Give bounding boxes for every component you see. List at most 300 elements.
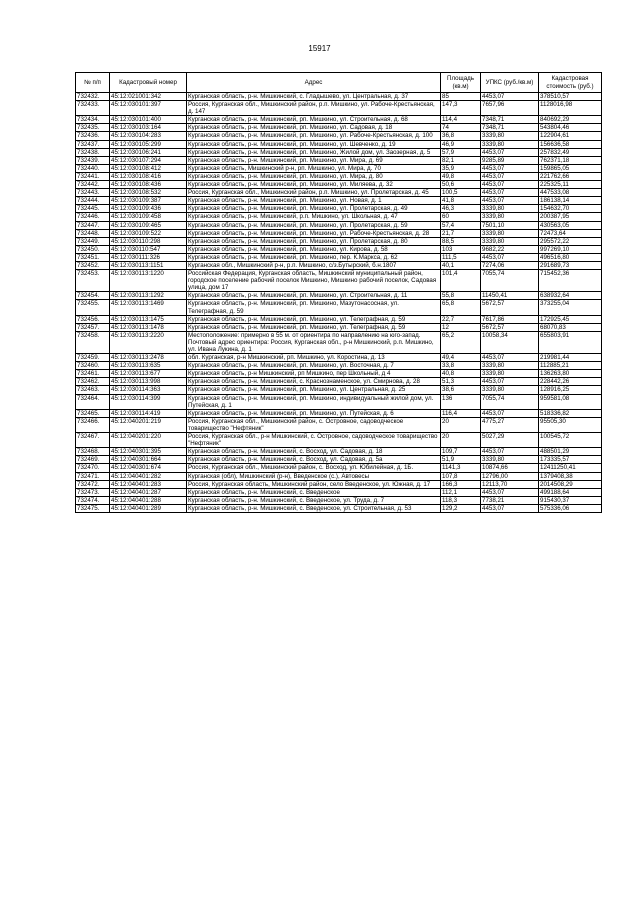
cell-address: Курганская область, р-н. Мишкинский, рп. Мишкино, ул. Шевченко, д. 19 <box>187 140 441 148</box>
cell-cadastral-value: 543804,46 <box>539 124 602 132</box>
table-row <box>76 253 602 261</box>
cell-upks: 7738,21 <box>481 496 539 504</box>
cell-address: Российская Федерация, Курганская область, Мишкинский муниципальный район, городское поселение рабочий поселок Мишкино, Мишкино рабочий поселок, Садовая улица, дом 17 <box>187 270 441 292</box>
cell-area: 129,2 <box>441 504 481 512</box>
cell-cadastral-number: 45:12:030113:2220 <box>110 331 187 353</box>
cell-cadastral-number: 45:12:030113:1475 <box>110 315 187 323</box>
cell-address: Курганская область, р-н. Мишкинский, рп. Мишкино, Жилой дом, ул. Заозерная, д. 5 <box>187 148 441 156</box>
cell-upks: 4453,07 <box>481 448 539 456</box>
cell-upks: 7348,71 <box>481 116 539 124</box>
cell-area: 20 <box>441 417 481 432</box>
cell-address: Курганская область, р-н. Мишкинский, с. Введенское <box>187 488 441 496</box>
table-header-row <box>76 73 602 93</box>
cell-cadastral-value: 447533,08 <box>539 189 602 197</box>
cell-area: 60 <box>441 213 481 221</box>
cell-upks: 12113,70 <box>481 480 539 488</box>
cell-cadastral-value: 228442,26 <box>539 378 602 386</box>
cell-cadastral-value: 221762,66 <box>539 172 602 180</box>
cell-row-number: 732459. <box>76 354 110 362</box>
cell-cadastral-number: 45:12:030108:532 <box>110 189 187 197</box>
cell-upks: 7657,96 <box>481 101 539 116</box>
cell-cadastral-number: 45:12:030114:363 <box>110 386 187 394</box>
cell-row-number: 732466. <box>76 417 110 432</box>
cell-row-number: 732463. <box>76 386 110 394</box>
table-row <box>76 480 602 488</box>
cell-cadastral-value: 100545,72 <box>539 433 602 448</box>
cell-cadastral-value: 219981,44 <box>539 354 602 362</box>
cell-cadastral-value: 496516,80 <box>539 253 602 261</box>
cell-upks: 4453,07 <box>481 181 539 189</box>
cell-upks: 5672,57 <box>481 323 539 331</box>
cell-area: 136 <box>441 394 481 409</box>
cell-area: 57,9 <box>441 148 481 156</box>
cell-cadastral-number: 45:12:030114:419 <box>110 409 187 417</box>
cell-row-number: 732461. <box>76 370 110 378</box>
cell-row-number: 732460. <box>76 362 110 370</box>
cell-row-number: 732457. <box>76 323 110 331</box>
cell-cadastral-number: 45:12:030113:1292 <box>110 292 187 300</box>
table-row <box>76 181 602 189</box>
table-row <box>76 237 602 245</box>
cell-cadastral-number: 45:12:030103:164 <box>110 124 187 132</box>
cell-address: Россия, Курганская обл., Мишкинский район, с. Островное, садоводческое товарищество "Нефтяник" <box>187 417 441 432</box>
cell-cadastral-value: 655803,91 <box>539 331 602 353</box>
cell-cadastral-value: 136263,80 <box>539 370 602 378</box>
cell-area: 112,1 <box>441 488 481 496</box>
header-upks: УПКС (руб./кв.м) <box>481 73 539 93</box>
cell-address: Курганская область, р-н. Мишкинский, рп. Мишкино, ул. Новая, д. 1 <box>187 197 441 205</box>
table-row <box>76 433 602 448</box>
cell-cadastral-value: 373255,04 <box>539 300 602 315</box>
cell-cadastral-value: 172925,45 <box>539 315 602 323</box>
cell-address: обл. Курганская, р-н Мишкинский, рп. Мишкино, ул. Коростина, д. 13 <box>187 354 441 362</box>
cell-row-number: 732465. <box>76 409 110 417</box>
cell-row-number: 732453. <box>76 270 110 292</box>
cell-cadastral-value: 257832,49 <box>539 148 602 156</box>
cell-row-number: 732467. <box>76 433 110 448</box>
cell-cadastral-number: 45:12:040401:289 <box>110 504 187 512</box>
cell-cadastral-number: 45:12:030105:299 <box>110 140 187 148</box>
cell-area: 101,4 <box>441 270 481 292</box>
table-row <box>76 488 602 496</box>
table-row <box>76 245 602 253</box>
cell-area: 166,3 <box>441 480 481 488</box>
cell-cadastral-number: 45:12:040401:283 <box>110 480 187 488</box>
cell-area: 51,3 <box>441 378 481 386</box>
table-row <box>76 261 602 269</box>
cell-cadastral-number: 45:12:030109:436 <box>110 205 187 213</box>
cell-upks: 3339,80 <box>481 205 539 213</box>
cell-cadastral-number: 45:12:030108:436 <box>110 181 187 189</box>
cell-area: 49,8 <box>441 172 481 180</box>
cell-cadastral-value: 915430,37 <box>539 496 602 504</box>
cell-cadastral-value: 2014508,29 <box>539 480 602 488</box>
cell-address: Курганская область, р-н. Мишкинский, рп. Мишкино, Мазутонасосная, ул. Телеграфная, д. 59 <box>187 300 441 315</box>
cell-address: Курганская область, р-н. Мишкинский, с. Введенское, ул. Труда, д. 7 <box>187 496 441 504</box>
table-row <box>76 148 602 156</box>
cell-address: Курганская область, р-н. Мишкинский, рп. Мишкино, ул. Рабоче-Крестьянская, д. 100 <box>187 132 441 140</box>
header-cadastral-number: Кадастровый номер <box>110 73 187 93</box>
cell-upks: 5027,29 <box>481 433 539 448</box>
cell-cadastral-number: 45:12:030111:326 <box>110 253 187 261</box>
cell-upks: 9285,89 <box>481 156 539 164</box>
cell-upks: 4453,07 <box>481 164 539 172</box>
cell-area: 21,7 <box>441 229 481 237</box>
cell-cadastral-value: 225325,11 <box>539 181 602 189</box>
cell-address: Курганская область, р-н. Мишкинский, с. Восход, ул. Садовая, д. 18 <box>187 448 441 456</box>
cell-cadastral-number: 45:12:030108:416 <box>110 172 187 180</box>
cell-row-number: 732446. <box>76 213 110 221</box>
cell-row-number: 732455. <box>76 300 110 315</box>
cell-address: Курганская область, р-н. Мишкинский, рп. Мишкино, ул. Рабоче-Крестьянская, д. 28 <box>187 229 441 237</box>
cell-cadastral-value: 12411250,41 <box>539 464 602 472</box>
cell-cadastral-value: 112885,21 <box>539 362 602 370</box>
cell-area: 36,8 <box>441 132 481 140</box>
cell-cadastral-value: 378510,57 <box>539 93 602 101</box>
cell-cadastral-value: 430563,05 <box>539 221 602 229</box>
cell-cadastral-number: 45:12:030109:458 <box>110 213 187 221</box>
cell-cadastral-number: 45:12:030113:635 <box>110 362 187 370</box>
cell-area: 147,3 <box>441 101 481 116</box>
cell-row-number: 732440. <box>76 164 110 172</box>
cell-cadastral-value: 499188,64 <box>539 488 602 496</box>
cell-area: 46,9 <box>441 140 481 148</box>
table-row <box>76 496 602 504</box>
cell-area: 12 <box>441 323 481 331</box>
cell-address: Курганская область, р-н. Мишкинский, рп. Мишкино, ул. Миляева, д. 32 <box>187 181 441 189</box>
cell-address: Местоположение: примерно в 55 м. от ориентира по направлению на юго-запад. Почтовый адрес ориентира: Россия, Курганская обл., р-н Мишкинский, р.п. Мишкино, ул. Ивана Лукина, д. 1 <box>187 331 441 353</box>
cell-cadastral-number: 45:12:030101:400 <box>110 116 187 124</box>
cell-row-number: 732474. <box>76 496 110 504</box>
cell-address: Курганская область, р-н. Мишкинский, рп. Мишкино, ул. Путейская, д. 6 <box>187 409 441 417</box>
cell-cadastral-number: 45:12:030101:397 <box>110 101 187 116</box>
table-row <box>76 472 602 480</box>
cell-area: 49,4 <box>441 354 481 362</box>
table-row <box>76 292 602 300</box>
cell-cadastral-value: 840692,29 <box>539 116 602 124</box>
cell-address: Курганская область, р-н. Мишкинский, рп. Мишкино, ул. Кирова, д. 58 <box>187 245 441 253</box>
cell-cadastral-number: 45:12:030109:387 <box>110 197 187 205</box>
cell-cadastral-number: 45:12:040301:664 <box>110 456 187 464</box>
cell-upks: 5672,57 <box>481 300 539 315</box>
table-row <box>76 378 602 386</box>
table-row <box>76 270 602 292</box>
cell-address: Курганская область, Мишкинский р-н, рп. Мишкино, ул. Мира, д. 70 <box>187 164 441 172</box>
cell-upks: 7617,86 <box>481 315 539 323</box>
cell-area: 88,5 <box>441 237 481 245</box>
cell-area: 107,8 <box>441 472 481 480</box>
cell-cadastral-number: 45:12:040401:282 <box>110 472 187 480</box>
cell-cadastral-number: 45:12:030110:298 <box>110 237 187 245</box>
table-row <box>76 417 602 432</box>
cell-address: Курганская область, р-н. Мишкинский, с. Гладышево, ул. Центральная, д. 37 <box>187 93 441 101</box>
cell-cadastral-number: 45:12:040401:287 <box>110 488 187 496</box>
table-row <box>76 140 602 148</box>
page-number: 15917 <box>308 44 331 53</box>
cell-row-number: 732437. <box>76 140 110 148</box>
cell-cadastral-value: 72473,64 <box>539 229 602 237</box>
table-row <box>76 116 602 124</box>
cell-cadastral-number: 45:12:030104:283 <box>110 132 187 140</box>
cell-address: Россия, Курганская обл., Мишкинский район, р.п. Мишкино, ул. Пролетарская, д. 45 <box>187 189 441 197</box>
cell-row-number: 732470. <box>76 464 110 472</box>
table-row <box>76 164 602 172</box>
cell-row-number: 732435. <box>76 124 110 132</box>
cell-address: Курганская обл., Мишкинский р-н, р.п. Мишкино, с/з.Бутырский, б.н.1807 <box>187 261 441 269</box>
cell-row-number: 732462. <box>76 378 110 386</box>
cell-cadastral-number: 45:12:030113:1469 <box>110 300 187 315</box>
cell-upks: 4453,07 <box>481 253 539 261</box>
cell-area: 40,1 <box>441 261 481 269</box>
cell-upks: 4453,07 <box>481 488 539 496</box>
table-row <box>76 409 602 417</box>
cell-cadastral-value: 68070,83 <box>539 323 602 331</box>
cell-upks: 4775,27 <box>481 417 539 432</box>
cell-cadastral-value: 159865,05 <box>539 164 602 172</box>
cell-cadastral-number: 45:12:030114:399 <box>110 394 187 409</box>
cell-area: 109,7 <box>441 448 481 456</box>
cell-area: 100,5 <box>441 189 481 197</box>
cell-row-number: 732451. <box>76 253 110 261</box>
cell-cadastral-number: 45:12:030113:998 <box>110 378 187 386</box>
cell-area: 51,9 <box>441 456 481 464</box>
cell-upks: 7055,74 <box>481 270 539 292</box>
cell-row-number: 732438. <box>76 148 110 156</box>
cell-area: 82,1 <box>441 156 481 164</box>
cell-row-number: 732454. <box>76 292 110 300</box>
cell-row-number: 732450. <box>76 245 110 253</box>
cell-area: 35,9 <box>441 164 481 172</box>
cell-row-number: 732473. <box>76 488 110 496</box>
table-row <box>76 331 602 353</box>
cell-row-number: 732433. <box>76 101 110 116</box>
cell-cadastral-number: 45:12:030110:547 <box>110 245 187 253</box>
cell-row-number: 732434. <box>76 116 110 124</box>
table-row <box>76 456 602 464</box>
table-row <box>76 156 602 164</box>
cell-address: Курганская область, р-н. Мишкинский, с. Краснознаменское, ул. Смирнова, д. 28 <box>187 378 441 386</box>
cell-cadastral-value: 762371,18 <box>539 156 602 164</box>
cell-row-number: 732475. <box>76 504 110 512</box>
cell-area: 114,4 <box>441 116 481 124</box>
header-address: Адрес <box>187 73 441 93</box>
header-cadastral-value: Кадастровая стоимость (руб.) <box>539 73 602 93</box>
table-row <box>76 124 602 132</box>
cell-upks: 3339,80 <box>481 213 539 221</box>
cell-cadastral-number: 45:12:030113:677 <box>110 370 187 378</box>
cell-row-number: 732442. <box>76 181 110 189</box>
table-row <box>76 386 602 394</box>
cell-upks: 4453,07 <box>481 189 539 197</box>
cell-cadastral-number: 45:12:040401:288 <box>110 496 187 504</box>
cell-area: 40,8 <box>441 370 481 378</box>
cell-cadastral-value: 128916,25 <box>539 386 602 394</box>
cell-cadastral-value: 518336,82 <box>539 409 602 417</box>
cell-cadastral-value: 575336,06 <box>539 504 602 512</box>
cell-address: Курганская область, р-н. Мишкинский, рп. Мишкино, ул. Пролетарская, д. 59 <box>187 221 441 229</box>
cell-cadastral-value: 715452,36 <box>539 270 602 292</box>
cell-address: Россия, Курганская обл., Мишкинский район, с. Восход, ул. Юбилейная, д. 1Б. <box>187 464 441 472</box>
cell-address: Курганская область, р-н. Мишкинский, рп. Мишкино, пер. К.Маркса, д. 62 <box>187 253 441 261</box>
table-row <box>76 300 602 315</box>
cell-cadastral-value: 95505,30 <box>539 417 602 432</box>
cell-cadastral-number: 45:12:040301:674 <box>110 464 187 472</box>
cell-cadastral-value: 186138,14 <box>539 197 602 205</box>
table-row <box>76 197 602 205</box>
cell-area: 20 <box>441 433 481 448</box>
cell-area: 74 <box>441 124 481 132</box>
cell-cadastral-number: 45:12:040201:219 <box>110 417 187 432</box>
table-row <box>76 354 602 362</box>
cell-upks: 4453,07 <box>481 409 539 417</box>
cell-address: Курганская область, р-н. Мишкинский, р.п. Мишкино, ул. Школьная, д. 47 <box>187 213 441 221</box>
cell-upks: 7348,71 <box>481 124 539 132</box>
cell-cadastral-number: 45:12:021001:342 <box>110 93 187 101</box>
cell-address: Курганская область, р-н. Мишкинский, рп. Мишкино, ул. Восточная, д. 7 <box>187 362 441 370</box>
table-row <box>76 362 602 370</box>
cell-address: Курганская область, р-н. Мишкинский, рп. Мишкино, ул. Строительная, д. 11 <box>187 292 441 300</box>
cell-area: 85 <box>441 93 481 101</box>
cell-cadastral-value: 173335,57 <box>539 456 602 464</box>
cell-upks: 4453,07 <box>481 148 539 156</box>
cell-cadastral-value: 200387,95 <box>539 213 602 221</box>
cell-upks: 4453,07 <box>481 172 539 180</box>
cell-upks: 3339,80 <box>481 362 539 370</box>
cell-row-number: 732468. <box>76 448 110 456</box>
cell-address: Курганская область, р-н. Мишкинский, рп. Мишкино, ул. Строительная, д. 68 <box>187 116 441 124</box>
cell-upks: 4453,07 <box>481 93 539 101</box>
cell-area: 46,3 <box>441 205 481 213</box>
cell-upks: 3339,80 <box>481 237 539 245</box>
cell-cadastral-value: 1128016,98 <box>539 101 602 116</box>
cell-row-number: 732445. <box>76 205 110 213</box>
cell-upks: 10058,34 <box>481 331 539 353</box>
cell-area: 118,3 <box>441 496 481 504</box>
cell-cadastral-value: 154632,70 <box>539 205 602 213</box>
cell-address: Курганская область, р-н. Мишкинский, с. Восход, ул. Садовая, д. 5а <box>187 456 441 464</box>
cell-cadastral-number: 45:12:030109:522 <box>110 229 187 237</box>
table-row <box>76 93 602 101</box>
cell-area: 65,8 <box>441 300 481 315</box>
cell-row-number: 732436. <box>76 132 110 140</box>
cell-address: Курганская область, р-н. Мишкинский, рп. Мишкино, ул. Телеграфная, д. 59 <box>187 315 441 323</box>
cell-area: 57,4 <box>441 221 481 229</box>
cell-address: Курганская область, р-н. Мишкинский, с. Введенское, ул. Строительная, д. 53 <box>187 504 441 512</box>
cell-cadastral-number: 45:12:030113:1478 <box>110 323 187 331</box>
cell-cadastral-value: 1379408,38 <box>539 472 602 480</box>
cell-row-number: 732444. <box>76 197 110 205</box>
cell-upks: 4453,07 <box>481 197 539 205</box>
table-row <box>76 394 602 409</box>
cell-cadastral-number: 45:12:030106:241 <box>110 148 187 156</box>
cell-cadastral-value: 295572,22 <box>539 237 602 245</box>
cell-cadastral-value: 997269,10 <box>539 245 602 253</box>
cell-address: Курганская область, р-н. Мишкинский, рп. Мишкино, индивидуальный жилой дом, ул. Путейская, д. 1 <box>187 394 441 409</box>
cell-address: Курганская область, р-н Мишкинский, рп Мишкино, пер Школьный, д 4 <box>187 370 441 378</box>
cell-upks: 7501,10 <box>481 221 539 229</box>
cell-upks: 3339,80 <box>481 456 539 464</box>
cell-cadastral-value: 638932,64 <box>539 292 602 300</box>
cell-area: 55,8 <box>441 292 481 300</box>
header-row-number: № п/п <box>76 73 110 93</box>
cell-upks: 3339,80 <box>481 386 539 394</box>
table-body <box>76 93 602 513</box>
cell-cadastral-number: 45:12:030113:1151 <box>110 261 187 269</box>
cell-address: Курганская область, р-н. Мишкинский, рп. Мишкино, ул. Центральная, д. 25 <box>187 386 441 394</box>
cell-row-number: 732447. <box>76 221 110 229</box>
cell-address: Курганская область, р-н. Мишкинский, рп. Мишкино, ул. Мира, д. 69 <box>187 156 441 164</box>
table-row <box>76 205 602 213</box>
header-area: Площадь (кв.м) <box>441 73 481 93</box>
cell-upks: 4453,07 <box>481 354 539 362</box>
cell-row-number: 732458. <box>76 331 110 353</box>
cell-cadastral-number: 45:12:040201:220 <box>110 433 187 448</box>
cell-upks: 7274,06 <box>481 261 539 269</box>
table-row <box>76 221 602 229</box>
cell-row-number: 732452. <box>76 261 110 269</box>
cell-row-number: 732456. <box>76 315 110 323</box>
cell-area: 50,6 <box>441 181 481 189</box>
cell-upks: 3339,80 <box>481 370 539 378</box>
cell-row-number: 732432. <box>76 93 110 101</box>
cell-row-number: 732472. <box>76 480 110 488</box>
cell-row-number: 732449. <box>76 237 110 245</box>
cell-upks: 11450,41 <box>481 292 539 300</box>
cell-upks: 3339,80 <box>481 140 539 148</box>
table-row <box>76 323 602 331</box>
cell-cadastral-number: 45:12:030109:465 <box>110 221 187 229</box>
cell-address: Курганская область, р-н. Мишкинский, рп. Мишкино, ул. Мира, д. 80 <box>187 172 441 180</box>
cell-upks: 9682,22 <box>481 245 539 253</box>
cell-area: 33,8 <box>441 362 481 370</box>
cell-address: Курганская область, р-н. Мишкинский, рп. Мишкино, ул. Телеграфная, д. 59 <box>187 323 441 331</box>
cell-area: 41,8 <box>441 197 481 205</box>
cell-area: 22,7 <box>441 315 481 323</box>
cell-cadastral-value: 959581,08 <box>539 394 602 409</box>
cell-address: Курганская область, р-н. Мишкинский, рп. Мишкино, ул. Пролетарская, д. 49 <box>187 205 441 213</box>
cell-area: 38,6 <box>441 386 481 394</box>
table-row <box>76 229 602 237</box>
cell-area: 103 <box>441 245 481 253</box>
table-row <box>76 101 602 116</box>
cell-address: Россия, Курганская область, Мишкинский район, село Введенское, ул. Южная, д. 17 <box>187 480 441 488</box>
cell-cadastral-value: 291689,73 <box>539 261 602 269</box>
cadastral-value-table <box>75 72 602 513</box>
cell-upks: 12796,00 <box>481 472 539 480</box>
cell-address: Курганская (обл), Мишкинский (р-н), Введенское (с.), Автовесы <box>187 472 441 480</box>
cell-upks: 3339,80 <box>481 229 539 237</box>
cell-cadastral-number: 45:12:030107:294 <box>110 156 187 164</box>
cell-row-number: 732471. <box>76 472 110 480</box>
cell-cadastral-value: 156636,58 <box>539 140 602 148</box>
cell-area: 116,4 <box>441 409 481 417</box>
cell-row-number: 732448. <box>76 229 110 237</box>
cell-upks: 3339,80 <box>481 132 539 140</box>
cell-upks: 4453,07 <box>481 504 539 512</box>
cell-area: 111,5 <box>441 253 481 261</box>
table-row <box>76 213 602 221</box>
cell-area: 1141,3 <box>441 464 481 472</box>
table-row <box>76 315 602 323</box>
cell-cadastral-number: 45:12:030108:412 <box>110 164 187 172</box>
cell-upks: 10874,66 <box>481 464 539 472</box>
table-row <box>76 448 602 456</box>
cell-row-number: 732469. <box>76 456 110 464</box>
cell-cadastral-value: 122904,61 <box>539 132 602 140</box>
cell-cadastral-value: 488501,29 <box>539 448 602 456</box>
table-row <box>76 504 602 512</box>
cell-upks: 4453,07 <box>481 378 539 386</box>
